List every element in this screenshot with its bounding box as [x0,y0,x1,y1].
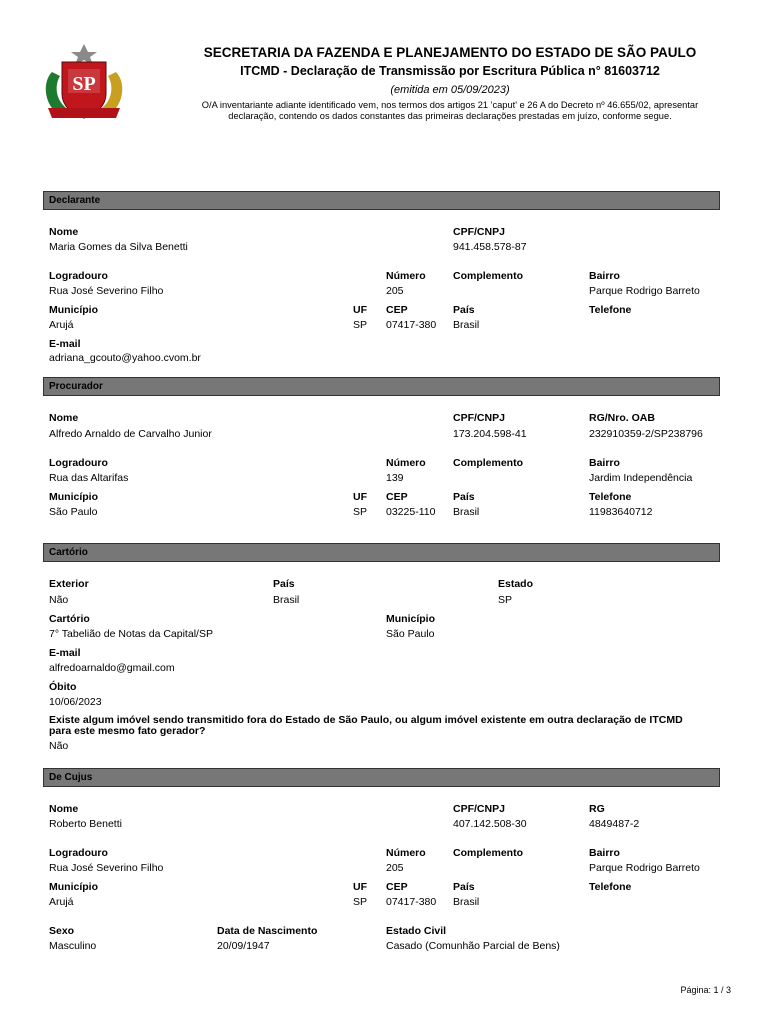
declarante-cep: 07417-380 [386,319,437,331]
declarante-municipio: Arujá [49,319,74,331]
field-label: E-mail [49,647,81,659]
procurador-rg: 232910359-2/SP238796 [589,428,703,440]
de-cujus-sexo: Masculino [49,940,97,952]
field-label: CPF/CNPJ [453,226,505,238]
issued-date: (emitida em 05/09/2023) [390,84,510,96]
field-label: Data de Nascimento [217,925,318,937]
imovel-answer: Não [49,740,69,752]
declarante-logradouro: Rua José Severino Filho [49,285,164,297]
field-label: País [453,304,475,316]
section-header-cartorio: Cartório [43,543,720,562]
field-label: Município [49,491,98,503]
procurador-cep: 03225-110 [386,506,436,518]
field-label: RG [589,803,605,815]
cartorio-exterior: Não [49,594,69,606]
field-label: Estado Civil [386,925,447,937]
field-label: CEP [386,304,408,316]
procurador-nome: Alfredo Arnaldo de Carvalho Junior [49,428,212,440]
procurador-numero: 139 [386,472,404,484]
declarante-email: adriana_gcouto@yahoo.cvom.br [49,352,201,364]
field-label: Cartório [49,613,90,625]
procurador-uf: SP [353,506,368,518]
declarante-bairro: Parque Rodrigo Barreto [589,285,700,297]
field-label: Telefone [589,491,632,503]
field-label: UF [353,881,367,893]
field-label: País [453,491,475,503]
field-label: Município [49,881,98,893]
cartorio-estado: SP [498,594,513,606]
declarante-uf: SP [353,319,368,331]
field-label: CPF/CNPJ [453,412,505,424]
field-label: Complemento [453,270,524,282]
de-cujus-pais: Brasil [453,896,480,908]
declarante-cpf: 941.458.578-87 [453,241,527,253]
de-cujus-rg: 4849487-2 [589,818,640,830]
procurador-pais: Brasil [453,506,480,518]
imovel-question: Existe algum imóvel sendo transmitido fora do Estado de São Paulo, ou algum imóvel existente em outra declaração de ITCMD para este mesmo fato gerador? [49,714,683,737]
cartorio-pais: Brasil [273,594,300,606]
procurador-municipio: São Paulo [49,506,98,518]
field-label: Logradouro [49,270,108,282]
de-cujus-uf: SP [353,896,368,908]
de-cujus-nascimento: 20/09/1947 [217,940,270,952]
intro-text: O/A inventariante adiante identificado vem, nos termos dos artigos 21 'caput' e 26 A do Decreto nº 46.655/02, apresentar declaração, contendo os dados constantes das primeiras declarações prestadas em juízo, conforme segue. [201,100,699,121]
procurador-logradouro: Rua das Altarifas [49,472,129,484]
cartorio-nome: 7° Tabelião de Notas da Capital/SP [49,628,213,640]
field-label: E-mail [49,338,81,350]
cartorio-email: alfredoarnaldo@gmail.com [49,662,175,674]
field-label: Município [49,304,98,316]
field-label: Número [386,847,426,859]
field-label: Logradouro [49,847,108,859]
field-label: UF [353,304,367,316]
document-org: SECRETARIA DA FAZENDA E PLANEJAMENTO DO ESTADO DE SÃO PAULO [203,45,697,60]
svg-text:SP: SP [72,73,96,95]
field-label: Nome [49,412,79,424]
field-label: Nome [49,803,79,815]
field-label: País [273,578,295,590]
field-label: Exterior [49,578,89,590]
field-label: Sexo [49,925,75,937]
section-header-declarante: Declarante [43,191,720,210]
de-cujus-numero: 205 [386,862,404,874]
field-label: Nome [49,226,79,238]
field-label: CPF/CNPJ [453,803,505,815]
declarante-numero: 205 [386,285,404,297]
de-cujus-cep: 07417-380 [386,896,437,908]
sao-paulo-crest-icon [42,42,126,124]
de-cujus-bairro: Parque Rodrigo Barreto [589,862,700,874]
field-label: CEP [386,491,408,503]
field-label: CEP [386,881,408,893]
field-label: Complemento [453,847,524,859]
field-label: Bairro [589,847,620,859]
de-cujus-cpf: 407.142.508-30 [453,818,527,830]
field-label: País [453,881,475,893]
de-cujus-municipio: Arujá [49,896,74,908]
field-label: Município [386,613,435,625]
field-label: Logradouro [49,457,108,469]
document-title: ITCMD - Declaração de Transmissão por Escritura Pública n° 81603712 [240,64,660,78]
cartorio-municipio: São Paulo [386,628,435,640]
procurador-telefone: 11983640712 [589,506,653,518]
cartorio-obito: 10/06/2023 [49,696,102,708]
procurador-bairro: Jardim Independência [589,472,693,484]
section-header-de-cujus: De Cujus [43,768,720,787]
field-label: Telefone [589,881,632,893]
field-label: Óbito [49,681,77,693]
field-label: RG/Nro. OAB [589,412,655,424]
declarante-pais: Brasil [453,319,480,331]
procurador-cpf: 173.204.598-41 [453,428,527,440]
de-cujus-logradouro: Rua José Severino Filho [49,862,164,874]
declarante-nome: Maria Gomes da Silva Benetti [49,241,188,253]
field-label: Bairro [589,457,620,469]
de-cujus-nome: Roberto Benetti [49,818,122,830]
field-label: Bairro [589,270,620,282]
field-label: Estado [498,578,534,590]
de-cujus-estado-civil: Casado (Comunhão Parcial de Bens) [386,940,560,952]
field-label: Complemento [453,457,524,469]
field-label: Número [386,270,426,282]
section-header-procurador: Procurador [43,377,720,396]
field-label: Número [386,457,426,469]
field-label: UF [353,491,367,503]
field-label: Telefone [589,304,632,316]
page-number: Página: 1 / 3 [680,985,731,995]
